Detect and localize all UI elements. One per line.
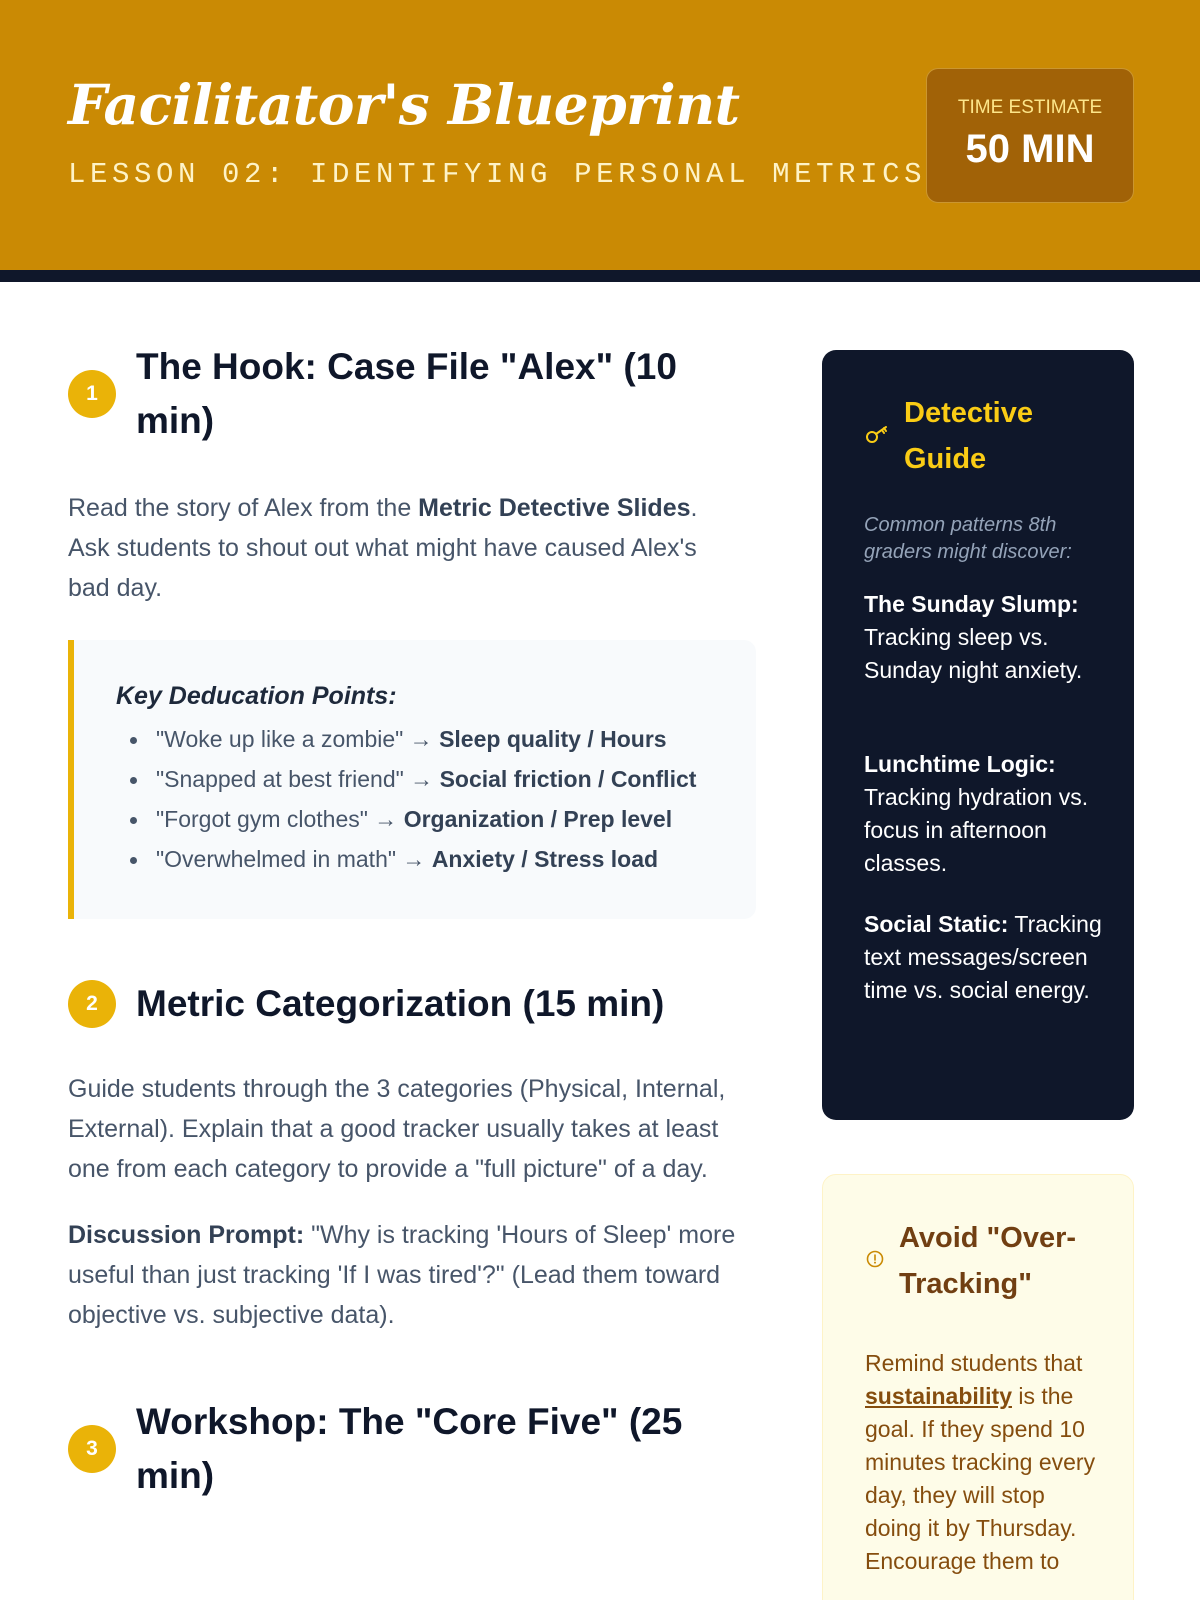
avoid-body — [865, 1347, 1105, 1578]
guide-note: Common patterns 8th graders might discover: — [864, 514, 1072, 563]
quote-text: "Overwhelmed in math" → — [156, 846, 432, 872]
section-number-badge: 1 — [68, 370, 116, 418]
pattern-name: Social Static: — [864, 911, 1009, 937]
avoid-title: Avoid "Over-Tracking" — [899, 1222, 1077, 1300]
quote-text: "Forgot gym clothes" → — [156, 806, 404, 832]
discussion-prompt — [68, 1215, 748, 1335]
quote-text: "Woke up like a zombie" → — [156, 726, 440, 752]
key-deduction-box — [68, 640, 756, 919]
avoid-heading — [865, 1215, 1115, 1307]
pattern-desc: Tracking text messages/screen time vs. social energy. — [864, 911, 1102, 1003]
avoid-over-tracking-card — [822, 1174, 1134, 1600]
prompt-label: Discussion Prompt: — [68, 1221, 305, 1249]
guide-title: Detective Guide — [904, 397, 1033, 475]
guide-heading — [864, 390, 1104, 482]
pattern-desc: Tracking sleep vs. Sunday night anxiety. — [864, 624, 1083, 683]
body-text: . Ask students to shout out what might have caused Alex's bad day. — [68, 494, 698, 602]
body-text: Read the story of Alex from the — [68, 494, 419, 522]
time-estimate-value: 50 MIN — [965, 127, 1095, 171]
prompt-text: "Why is tracking 'Hours of Sleep' more useful than just tracking 'If I was tired'?" (Lead them toward objective vs. subjective data). — [68, 1221, 736, 1329]
metric-text: Organization / Prep level — [403, 806, 673, 832]
lesson-subtitle: LESSON 02: IDENTIFYING PERSONAL METRICS — [68, 158, 927, 191]
deduction-list — [116, 723, 716, 876]
quote-text: "Snapped at best friend" → — [156, 766, 440, 792]
page-header — [0, 0, 1200, 270]
metric-text: Social friction / Conflict — [439, 766, 697, 792]
slides-reference: Metric Detective Slides — [418, 494, 691, 522]
header-divider — [0, 270, 1200, 282]
list-item — [116, 723, 716, 756]
body-text: is the goal. If they spend 10 minutes tracking every day, they will stop doing it by Thursday. Encourage them to — [865, 1383, 1096, 1574]
key-box-title: Key Deducation Points: — [116, 682, 397, 710]
section-title: Metric Categorization (15 min) — [136, 983, 665, 1024]
section-3-heading — [68, 1395, 756, 1503]
sustainability-emphasis: sustainability — [865, 1383, 1012, 1409]
lesson-main-column — [68, 340, 756, 1503]
metric-text: Anxiety / Stress load — [431, 846, 659, 872]
list-item — [116, 843, 716, 876]
time-estimate-badge — [926, 68, 1134, 203]
section-1-body — [68, 488, 728, 608]
key-icon — [864, 421, 890, 452]
section-1-heading — [68, 340, 756, 448]
pattern-item — [864, 748, 1104, 880]
section-title: Workshop: The "Core Five" (25 min) — [136, 1401, 683, 1496]
body-text: Remind students that — [865, 1350, 1083, 1376]
pattern-desc: Tracking hydration vs. focus in afternoon classes. — [864, 784, 1089, 876]
list-item — [116, 803, 716, 836]
list-item — [116, 763, 716, 796]
section-number-badge: 3 — [68, 1425, 116, 1473]
pattern-name: Lunchtime Logic: — [864, 751, 1056, 777]
pattern-name: The Sunday Slump: — [864, 591, 1079, 617]
page-title: Facilitator's Blueprint — [68, 72, 740, 137]
pattern-item — [864, 908, 1104, 1007]
time-estimate-label: TIME ESTIMATE — [957, 97, 1103, 118]
section-2-body: Guide students through the 3 categories (Physical, Internal, External). Explain that a good tracker usually takes at least one from each category to provide a "full picture" of a day. — [68, 1075, 726, 1183]
section-title: The Hook: Case File "Alex" (10 min) — [136, 346, 677, 441]
section-number-badge: 2 — [68, 980, 116, 1028]
pattern-item — [864, 588, 1104, 687]
metric-text: Sleep quality / Hours — [439, 726, 667, 752]
alert-circle-icon — [865, 1249, 885, 1274]
detective-guide-card — [822, 350, 1134, 1120]
section-2-heading — [68, 977, 756, 1031]
